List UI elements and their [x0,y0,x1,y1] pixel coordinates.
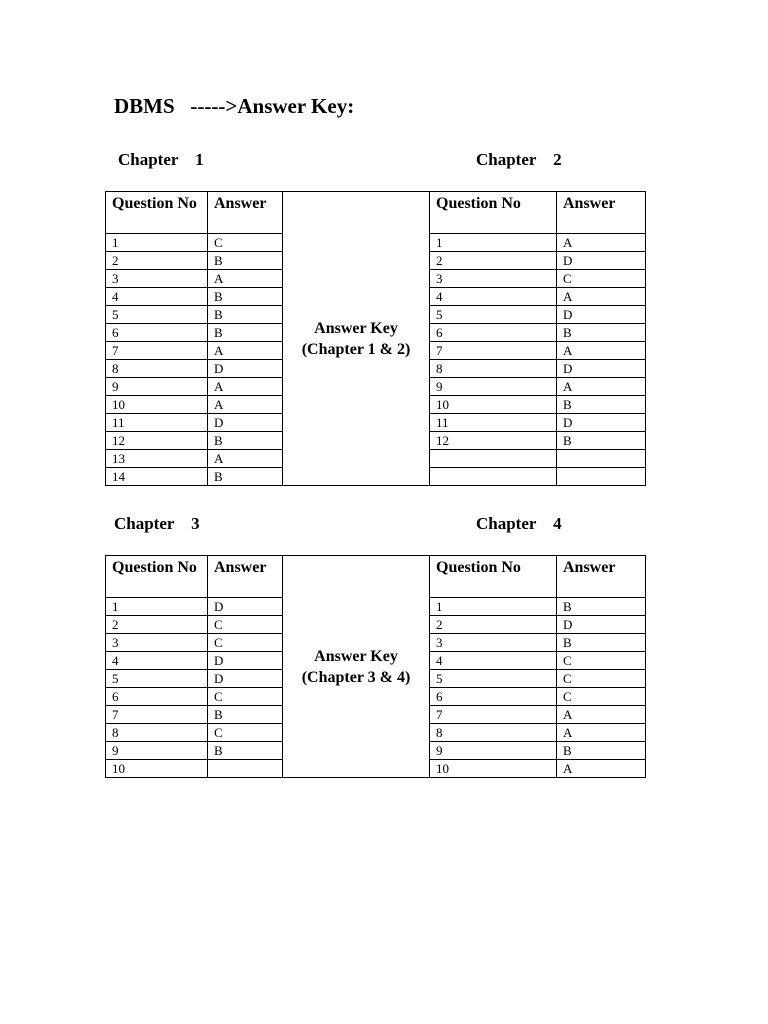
chapter-3-label: Chapter 3 [114,514,200,533]
question-number-cell: 2 [106,616,208,634]
answer-cell: C [557,688,646,706]
answer-cell: D [557,252,646,270]
chapter-1-label: Chapter 1 [118,150,204,169]
answer-key-caption-line-1: Answer Key [314,320,398,337]
answer-cell: D [208,652,283,670]
question-number-cell: 8 [106,724,208,742]
answer-cell: B [208,706,283,724]
answer-cell: D [557,616,646,634]
answer-cell: A [557,288,646,306]
question-number-cell: 7 [430,342,557,360]
answer-cell: D [557,360,646,378]
question-number-cell: 3 [106,634,208,652]
answer-cell: B [557,634,646,652]
answer-cell: B [208,306,283,324]
answer-key-caption-line-2: (Chapter 1 & 2) [301,341,411,358]
header-answer: Answer [557,556,646,598]
table-header-row [106,192,646,234]
answer-cell: D [557,306,646,324]
answer-cell: A [208,450,283,468]
answer-cell: A [557,234,646,252]
answer-cell: B [208,742,283,760]
header-answer: Answer [208,556,283,598]
question-number-cell: 4 [430,288,557,306]
header-question-no: Question No [106,192,208,234]
header-answer: Answer [208,192,283,234]
question-number-cell: 5 [106,670,208,688]
question-number-cell: 9 [106,742,208,760]
question-number-cell: 11 [430,414,557,432]
question-number-cell: 6 [106,324,208,342]
answer-cell: B [557,432,646,450]
question-number-cell: 8 [106,360,208,378]
answer-cell: C [208,234,283,252]
answer-cell: B [208,468,283,486]
question-number-cell [430,450,557,468]
question-number-cell: 7 [430,706,557,724]
answer-cell: C [208,616,283,634]
question-number-cell: 6 [106,688,208,706]
question-number-cell: 3 [430,634,557,652]
answer-cell: A [557,706,646,724]
chapter-2-label: Chapter 2 [476,150,562,169]
question-number-cell: 3 [106,270,208,288]
answer-cell [557,450,646,468]
answer-cell: A [208,270,283,288]
question-number-cell: 12 [106,432,208,450]
answer-table-chapter-3-4 [105,555,646,778]
question-number-cell: 4 [106,652,208,670]
question-number-cell: 8 [430,724,557,742]
answer-cell: D [208,360,283,378]
question-number-cell: 10 [430,396,557,414]
answer-key-caption [283,556,430,778]
question-number-cell: 14 [106,468,208,486]
table-header-row [106,556,646,598]
answer-cell: D [208,598,283,616]
question-number-cell: 1 [106,234,208,252]
question-number-cell: 3 [430,270,557,288]
question-number-cell: 2 [430,252,557,270]
header-answer: Answer [557,192,646,234]
answer-cell: C [557,652,646,670]
answer-cell [208,760,283,778]
answer-cell: C [557,270,646,288]
question-number-cell: 10 [106,760,208,778]
answer-key-caption-line-1: Answer Key [314,648,398,665]
question-number-cell: 6 [430,324,557,342]
question-number-cell [430,468,557,486]
answer-cell: B [208,252,283,270]
question-number-cell: 1 [106,598,208,616]
header-question-no: Question No [430,192,557,234]
answer-cell: B [557,324,646,342]
answer-cell: A [557,760,646,778]
question-number-cell: 9 [430,378,557,396]
question-number-cell: 13 [106,450,208,468]
answer-cell: C [208,688,283,706]
answer-cell: B [557,598,646,616]
question-number-cell: 5 [106,306,208,324]
answer-cell: A [557,378,646,396]
question-number-cell: 5 [430,306,557,324]
answer-key-caption [283,192,430,486]
answer-cell: C [208,724,283,742]
question-number-cell: 5 [430,670,557,688]
question-number-cell: 11 [106,414,208,432]
answer-cell: A [557,342,646,360]
answer-cell: C [208,634,283,652]
question-number-cell: 12 [430,432,557,450]
answer-cell: B [208,324,283,342]
chapter-4-label: Chapter 4 [476,514,562,533]
answer-cell: D [208,670,283,688]
question-number-cell: 1 [430,598,557,616]
answer-key-caption-line-2: (Chapter 3 & 4) [301,669,411,686]
question-number-cell: 10 [430,760,557,778]
question-number-cell: 6 [430,688,557,706]
answer-cell: A [208,396,283,414]
answer-cell: B [557,396,646,414]
question-number-cell: 10 [106,396,208,414]
answer-cell: C [557,670,646,688]
question-number-cell: 7 [106,342,208,360]
answer-cell: A [208,378,283,396]
question-number-cell: 9 [430,742,557,760]
question-number-cell: 4 [430,652,557,670]
question-number-cell: 4 [106,288,208,306]
header-question-no: Question No [430,556,557,598]
answer-cell: D [557,414,646,432]
question-number-cell: 7 [106,706,208,724]
answer-cell: B [208,432,283,450]
header-question-no: Question No [106,556,208,598]
answer-cell: D [208,414,283,432]
answer-cell: B [557,742,646,760]
answer-cell: A [557,724,646,742]
question-number-cell: 1 [430,234,557,252]
question-number-cell: 2 [430,616,557,634]
question-number-cell: 2 [106,252,208,270]
answer-cell: A [208,342,283,360]
answer-table-chapter-1-2 [105,191,646,486]
question-number-cell: 9 [106,378,208,396]
document-title: DBMS ----->Answer Key: [114,94,355,118]
answer-cell: B [208,288,283,306]
question-number-cell: 8 [430,360,557,378]
answer-cell [557,468,646,486]
